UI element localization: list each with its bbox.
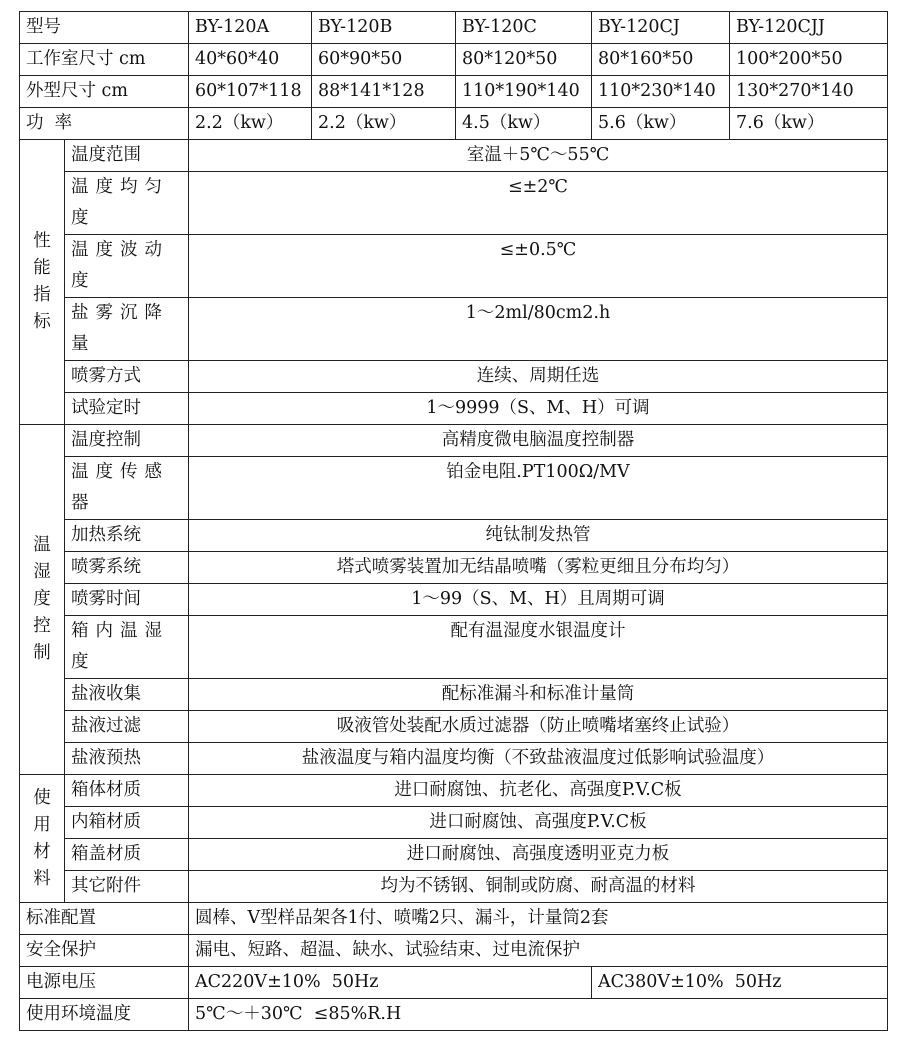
table-row-outer-size <box>20 76 888 108</box>
table-row <box>20 552 888 584</box>
table-row-power-supply <box>20 967 888 999</box>
table-row <box>20 235 888 298</box>
cell-value: 60*107*118 <box>189 76 312 108</box>
cell-value: 圆棒、V型样品架各1付、喷嘴2只、漏斗，计量筒2套 <box>189 903 888 935</box>
table-row <box>20 807 888 839</box>
row-label: 温度传感器 <box>65 457 189 520</box>
table-row <box>20 775 888 807</box>
row-label: 功 率 <box>20 108 189 140</box>
table-row <box>20 298 888 361</box>
cell-value: 铂金电阻.PT100Ω/MV <box>189 457 888 520</box>
row-label: 喷雾系统 <box>65 552 189 584</box>
cell-value: 7.6（kw） <box>730 108 888 140</box>
row-label: 其它附件 <box>65 871 189 903</box>
group-label-text: 使用材料 <box>33 787 51 889</box>
cell-value: 进口耐腐蚀、抗老化、高强度P.V.C板 <box>189 775 888 807</box>
table-row <box>20 584 888 616</box>
cell-value: 配标准漏斗和标准计量筒 <box>189 679 888 711</box>
group-label-performance <box>20 140 65 425</box>
cell-value: 连续、周期任选 <box>189 361 888 393</box>
cell-value: 1～99（S、M、H）且周期可调 <box>189 584 888 616</box>
cell-value: 进口耐腐蚀、高强度P.V.C板 <box>189 807 888 839</box>
row-label: 喷雾方式 <box>65 361 189 393</box>
cell-value: 漏电、短路、超温、缺水、试验结束、过电流保护 <box>189 935 888 967</box>
model-name: BY-120CJ <box>592 12 730 44</box>
model-name: BY-120C <box>456 12 592 44</box>
cell-value: ≤±0.5℃ <box>189 235 888 298</box>
cell-value: 室温＋5℃～55℃ <box>189 140 888 172</box>
row-label: 工作室尺寸 cm <box>20 44 189 76</box>
cell-value: 1～9999（S、M、H）可调 <box>189 393 888 425</box>
row-label: 温度范围 <box>65 140 189 172</box>
table-row-chamber-size <box>20 44 888 76</box>
table-row-power <box>20 108 888 140</box>
cell-value: 2.2（kw） <box>189 108 312 140</box>
table-row <box>20 711 888 743</box>
row-label: 使用环境温度 <box>20 999 189 1031</box>
cell-value: 吸液管处装配水质过滤器（防止喷嘴堵塞终止试验） <box>189 711 888 743</box>
cell-value: AC380V±10% 50Hz <box>592 967 888 999</box>
row-label: 盐液过滤 <box>65 711 189 743</box>
table-row-safety <box>20 935 888 967</box>
cell-value: 40*60*40 <box>189 44 312 76</box>
cell-value: 80*160*50 <box>592 44 730 76</box>
table-row-model <box>20 12 888 44</box>
cell-value: 5℃～＋30℃ ≤85%R.H <box>189 999 888 1031</box>
table-row <box>20 679 888 711</box>
cell-value: 进口耐腐蚀、高强度透明亚克力板 <box>189 839 888 871</box>
group-label-text: 温湿度控制 <box>33 535 51 663</box>
row-label: 喷雾时间 <box>65 584 189 616</box>
cell-value: 100*200*50 <box>730 44 888 76</box>
table-row <box>20 140 888 172</box>
cell-value: 60*90*50 <box>312 44 456 76</box>
row-label: 箱内温湿度 <box>65 616 189 679</box>
row-label: 盐液预热 <box>65 743 189 775</box>
table-row <box>20 361 888 393</box>
table-row <box>20 520 888 552</box>
row-label: 盐液收集 <box>65 679 189 711</box>
row-label: 加热系统 <box>65 520 189 552</box>
model-name: BY-120A <box>189 12 312 44</box>
cell-value: 4.5（kw） <box>456 108 592 140</box>
cell-value: 配有温湿度水银温度计 <box>189 616 888 679</box>
spec-table <box>19 11 888 1031</box>
cell-value: 130*270*140 <box>730 76 888 108</box>
row-label: 温度均匀度 <box>65 172 189 235</box>
row-label: 温度波动度 <box>65 235 189 298</box>
cell-value: 塔式喷雾装置加无结晶喷嘴（雾粒更细且分布均匀） <box>189 552 888 584</box>
model-name: BY-120B <box>312 12 456 44</box>
cell-value: 纯钛制发热管 <box>189 520 888 552</box>
cell-value: AC220V±10% 50Hz <box>189 967 592 999</box>
cell-value: 110*190*140 <box>456 76 592 108</box>
row-label: 箱体材质 <box>65 775 189 807</box>
cell-value: 2.2（kw） <box>312 108 456 140</box>
table-row <box>20 616 888 679</box>
row-label: 标准配置 <box>20 903 189 935</box>
group-label-text: 性能指标 <box>33 231 51 332</box>
table-row <box>20 743 888 775</box>
table-row <box>20 457 888 520</box>
table-row <box>20 172 888 235</box>
model-label: 型号 <box>20 12 189 44</box>
cell-value: 88*141*128 <box>312 76 456 108</box>
cell-value: 5.6（kw） <box>592 108 730 140</box>
table-row <box>20 393 888 425</box>
cell-value: 110*230*140 <box>592 76 730 108</box>
cell-value: 80*120*50 <box>456 44 592 76</box>
group-label-control <box>20 425 65 775</box>
row-label: 盐雾沉降量 <box>65 298 189 361</box>
row-label: 安全保护 <box>20 935 189 967</box>
row-label: 外型尺寸 cm <box>20 76 189 108</box>
cell-value: 盐液温度与箱内温度均衡（不致盐液温度过低影响试验温度） <box>189 743 888 775</box>
table-row-standard <box>20 903 888 935</box>
row-label: 试验定时 <box>65 393 189 425</box>
cell-value: ≤±2℃ <box>189 172 888 235</box>
table-row-environment <box>20 999 888 1031</box>
row-label: 电源电压 <box>20 967 189 999</box>
cell-value: 均为不锈钢、铜制或防腐、耐高温的材料 <box>189 871 888 903</box>
table-row <box>20 871 888 903</box>
table-row <box>20 425 888 457</box>
cell-value: 高精度微电脑温度控制器 <box>189 425 888 457</box>
table-row <box>20 839 888 871</box>
row-label: 温度控制 <box>65 425 189 457</box>
group-label-materials <box>20 775 65 903</box>
cell-value: 1～2ml/80cm2.h <box>189 298 888 361</box>
model-name: BY-120CJJ <box>730 12 888 44</box>
row-label: 箱盖材质 <box>65 839 189 871</box>
row-label: 内箱材质 <box>65 807 189 839</box>
